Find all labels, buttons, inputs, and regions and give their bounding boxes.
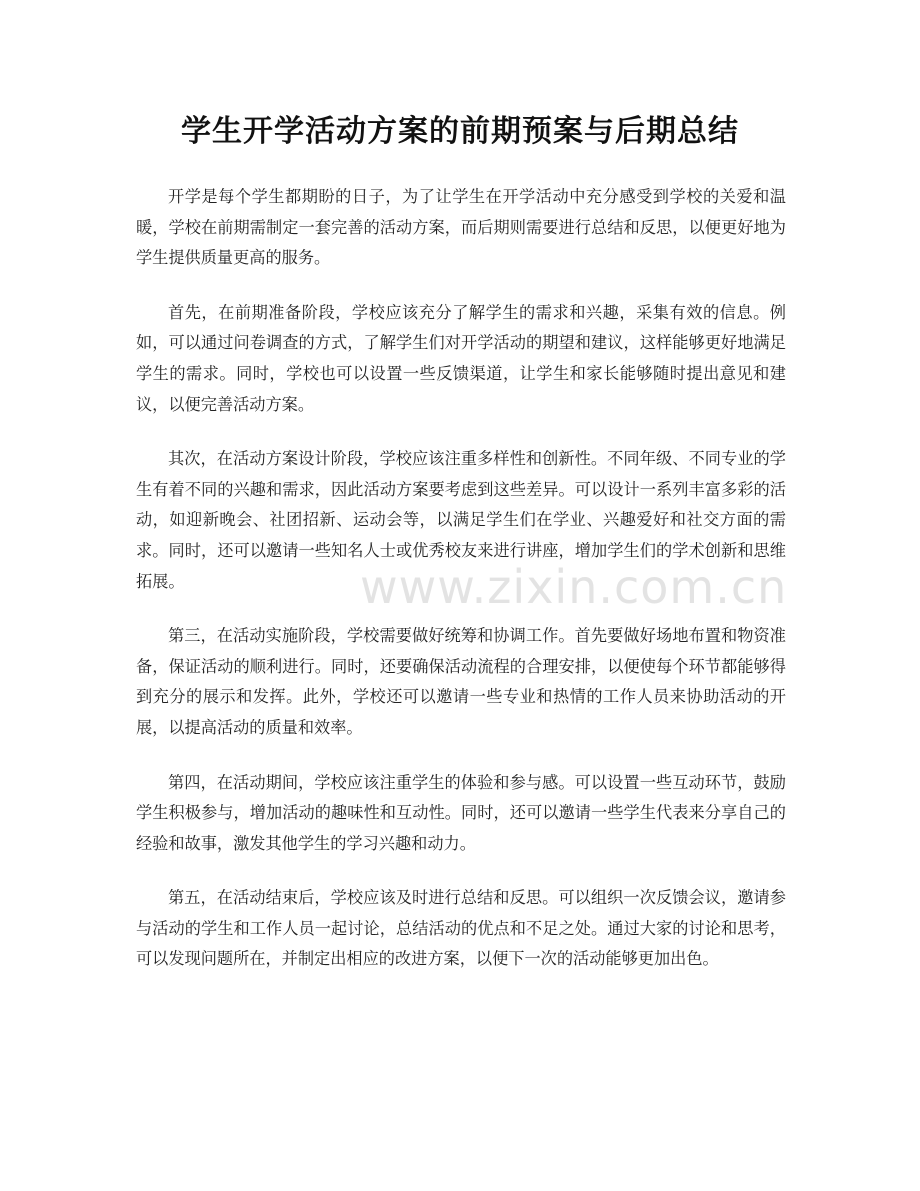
document-body (136, 182, 786, 999)
paragraph-implementation: 第三，在活动实施阶段，学校需要做好统筹和协调工作。首先要做好场地布置和物资准备，保证活动的顺利进行。同时，还要确保活动流程的合理安排，以便使每个环节都能够得到充分的展示和发挥。此外，学校还可以邀请一些专业和热情的工作人员来协助活动的开展，以提高活动的质量和效率。 (136, 626, 786, 737)
watermark: www.zixin.com.cn (360, 560, 788, 614)
paragraph-intro: 开学是每个学生都期盼的日子，为了让学生在开学活动中充分感受到学校的关爱和温暖，学校在前期需制定一套完善的活动方案，而后期则需要进行总结和反思，以便更好地为学生提供质量更高的服务。 (136, 187, 786, 268)
paragraph-design: 其次，在活动方案设计阶段，学校应该注重多样性和创新性。不同年级、不同专业的学生有着不同的兴趣和需求，因此活动方案要考虑到这些差异。可以设计一系列丰富多彩的活动，如迎新晚会、社团招新、运动会等，以满足学生们在学业、兴趣爱好和社交方面的需求。同时，还可以邀请一些知名人士或优秀校友来进行讲座，增加学生们的学术创新和思维拓展。 (136, 449, 786, 591)
paragraph-summary: 第五，在活动结束后，学校应该及时进行总结和反思。可以组织一次反馈会议，邀请参与活动的学生和工作人员一起讨论，总结活动的优点和不足之处。通过大家的讨论和思考，可以发现问题所在，并制定出相应的改进方案，以便下一次的活动能够更加出色。 (136, 888, 786, 969)
document-title: 学生开学活动方案的前期预案与后期总结 (181, 114, 739, 149)
paragraph-preparation: 首先，在前期准备阶段，学校应该充分了解学生的需求和兴趣，采集有效的信息。例如，可以通过问卷调查的方式，了解学生们对开学活动的期望和建议，这样能够更好地满足学生的需求。同时，学校也可以设置一些反馈渠道，让学生和家长能够随时提出意见和建议，以便完善活动方案。 (136, 302, 786, 414)
paragraph-experience: 第四，在活动期间，学校应该注重学生的体验和参与感。可以设置一些互动环节，鼓励学生积极参与，增加活动的趣味性和互动性。同时，还可以邀请一些学生代表来分享自己的经验和故事，激发其他学生的学习兴趣和动力。 (136, 772, 786, 853)
